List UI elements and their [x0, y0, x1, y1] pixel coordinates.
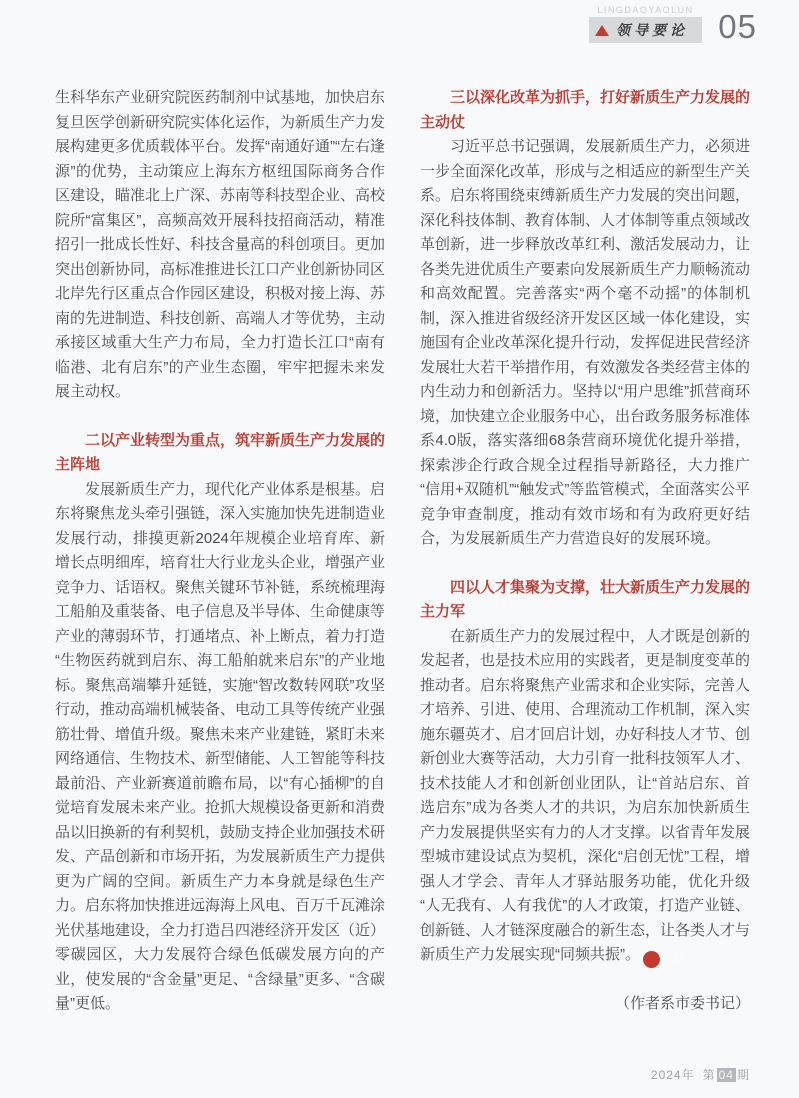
- page-header: [589, 5, 702, 43]
- page-number: 05: [718, 8, 757, 45]
- page-footer: [651, 1066, 750, 1083]
- section-4-paragraph-text: 在新质生产力的发展过程中，人才既是创新的发起者，也是技术应用的实践者，更是制度变革的推动者。启东将聚焦产业需求和企业实际，完善人才培养、引进、使用、合理流动工作机制，深入实施东疆英才、启才回启计划，办好科技人才节、创新创业大赛等活动，大力引育一批科技领军人才、技术技能人才和创新创业团队，让“首站启东、首选启东”成为各类人才的共识，为启东加快新质生产力发展提供坚实有力的人才支撑。以省青年发展型城市建设试点为契机，深化“启创无忧”工程，增强人才学会、青年人才驿站服务功能，优化升级“人无我有、人有我优”的人才政策，打造产业链、创新链、人才链深度融合的新生态，让各类人才与新质生产力发展实现“同频共振”。: [420, 627, 751, 963]
- issue-number: 04: [718, 1068, 734, 1082]
- section-4-paragraph: [420, 625, 750, 969]
- section-3-heading: 三以深化改革为抓手，打好新质生产力发展的主动仗: [420, 89, 751, 131]
- article-content: [55, 86, 750, 1017]
- article-right-column: [420, 86, 750, 1017]
- continuation-paragraph: 生科华东产业研究院医药制剂中试基地，加快启东复旦医学创新研究院实体化运作，为新质生产力发展构建更多优质载体平台。发挥“南通好通”“左右逢源”的优势，主动策应上海东方枢纽国际商务合作区建设，瞄准北上广深、苏南等科技型企业、高校院所“富集区”，高频高效开展科技招商活动，精准招引一批成长性好、科技含量高的科创项目。更加突出创新协同，高标准推进长江口产业创新协同区北岸先行区重点合作园区建设，积极对接上海、苏南的先进制造、科技创新、高端人才等优势，主动承接区域重大生产力布局，全力打造长江口“南有临港、北有启东”的产业生态圈，牢牢把握未来发展主动权。: [55, 89, 386, 400]
- section-4-heading: 四以人才集聚为支撑，壮大新质生产力发展的主力军: [420, 578, 751, 620]
- issue-year: 2024年: [650, 1068, 695, 1082]
- section-2-heading: 二以产业转型为重点，筑牢新质生产力发展的主阵地: [55, 431, 386, 473]
- author-note: （作者系市委书记）: [614, 995, 750, 1012]
- article-left-column: [55, 86, 385, 1017]
- magazine-badge: [589, 17, 702, 43]
- red-triangle-icon: [595, 25, 609, 36]
- issue-prefix: 第: [702, 1068, 716, 1082]
- section-2-paragraph: 发展新质生产力，现代化产业体系是根基。启东将聚焦龙头牵引强链，深入实施加快先进制造业发展行动，排摸更新2024年规模企业培育库、新增长点明细库，培育壮大行业龙头企业，增强产业竞争力、话语权。聚焦关键环节补链，系统梳理海工船舶及重装备、电子信息及半导体、生命健康等产业的薄弱环节，打通堵点、补上断点，着力打造“生物医药就到启东、海工船舶就来启东”的产业地标。聚焦高端攀升延链，实施“智改数转网联”攻坚行动，推动高端机械装备、电动工具等传统产业强筋壮骨、增值升级。聚焦未来产业建链，紧盯未来网络通信、生物技术、新型储能、人工智能等科技最前沿、产业新赛道前瞻布局，以“有心插柳”的自觉培育发展未来产业。抢抓大规模设备更新和消费品以旧换新的有利契机，鼓励支持企业加强技术研发、产品创新和市场开拓，为发展新质生产力提供更为广阔的空间。新质生产力本身就是绿色生产力。启东将加快推进远海海上风电、百万千瓦滩涂光伏基地建设，全力打造吕四港经济开发区（近）零碳园区，大力发展符合绿色低碳发展方向的产业，使发展的“含金量”更足、“含绿量”更多、“含碳量”更低。: [55, 480, 386, 1012]
- issue-suffix: 期: [736, 1068, 750, 1082]
- article-end-seal-icon: 启: [643, 951, 660, 968]
- magazine-pinyin: LINGDAOYAOLUN: [597, 5, 694, 15]
- magazine-name: 领导要论: [616, 23, 688, 39]
- section-3-paragraph: 习近平总书记强调，发展新质生产力，必须进一步全面深化改革，形成与之相适应的新型生产关系。启东将围绕束缚新质生产力发展的突出问题，深化科技体制、教育体制、人才体制等重点领域改革创新，进一步释放改革红利、激活发展动力，让各类先进优质生产要素向发展新质生产力顺畅流动和高效配置。完善落实“两个毫不动摇”的体制机制，深入推进省级经济开发区区域一体化建设，实施国有企业改革深化提升行动，发挥促进民营经济发展壮大若干举措作用，有效激发各类经营主体的内生动力和创新活力。坚持以“用户思维”抓营商环境，加快建立企业服务中心，出台政务服务标准体系4.0版，落实落细68条营商环境优化提升举措，探索涉企行政合规全过程指导新路径，大力推广“信用+双随机”“触发式”等监管模式，全面落实公平竞争审查制度，推动有效市场和有为政府更好结合，为发展新质生产力营造良好的发展环境。: [420, 138, 751, 547]
